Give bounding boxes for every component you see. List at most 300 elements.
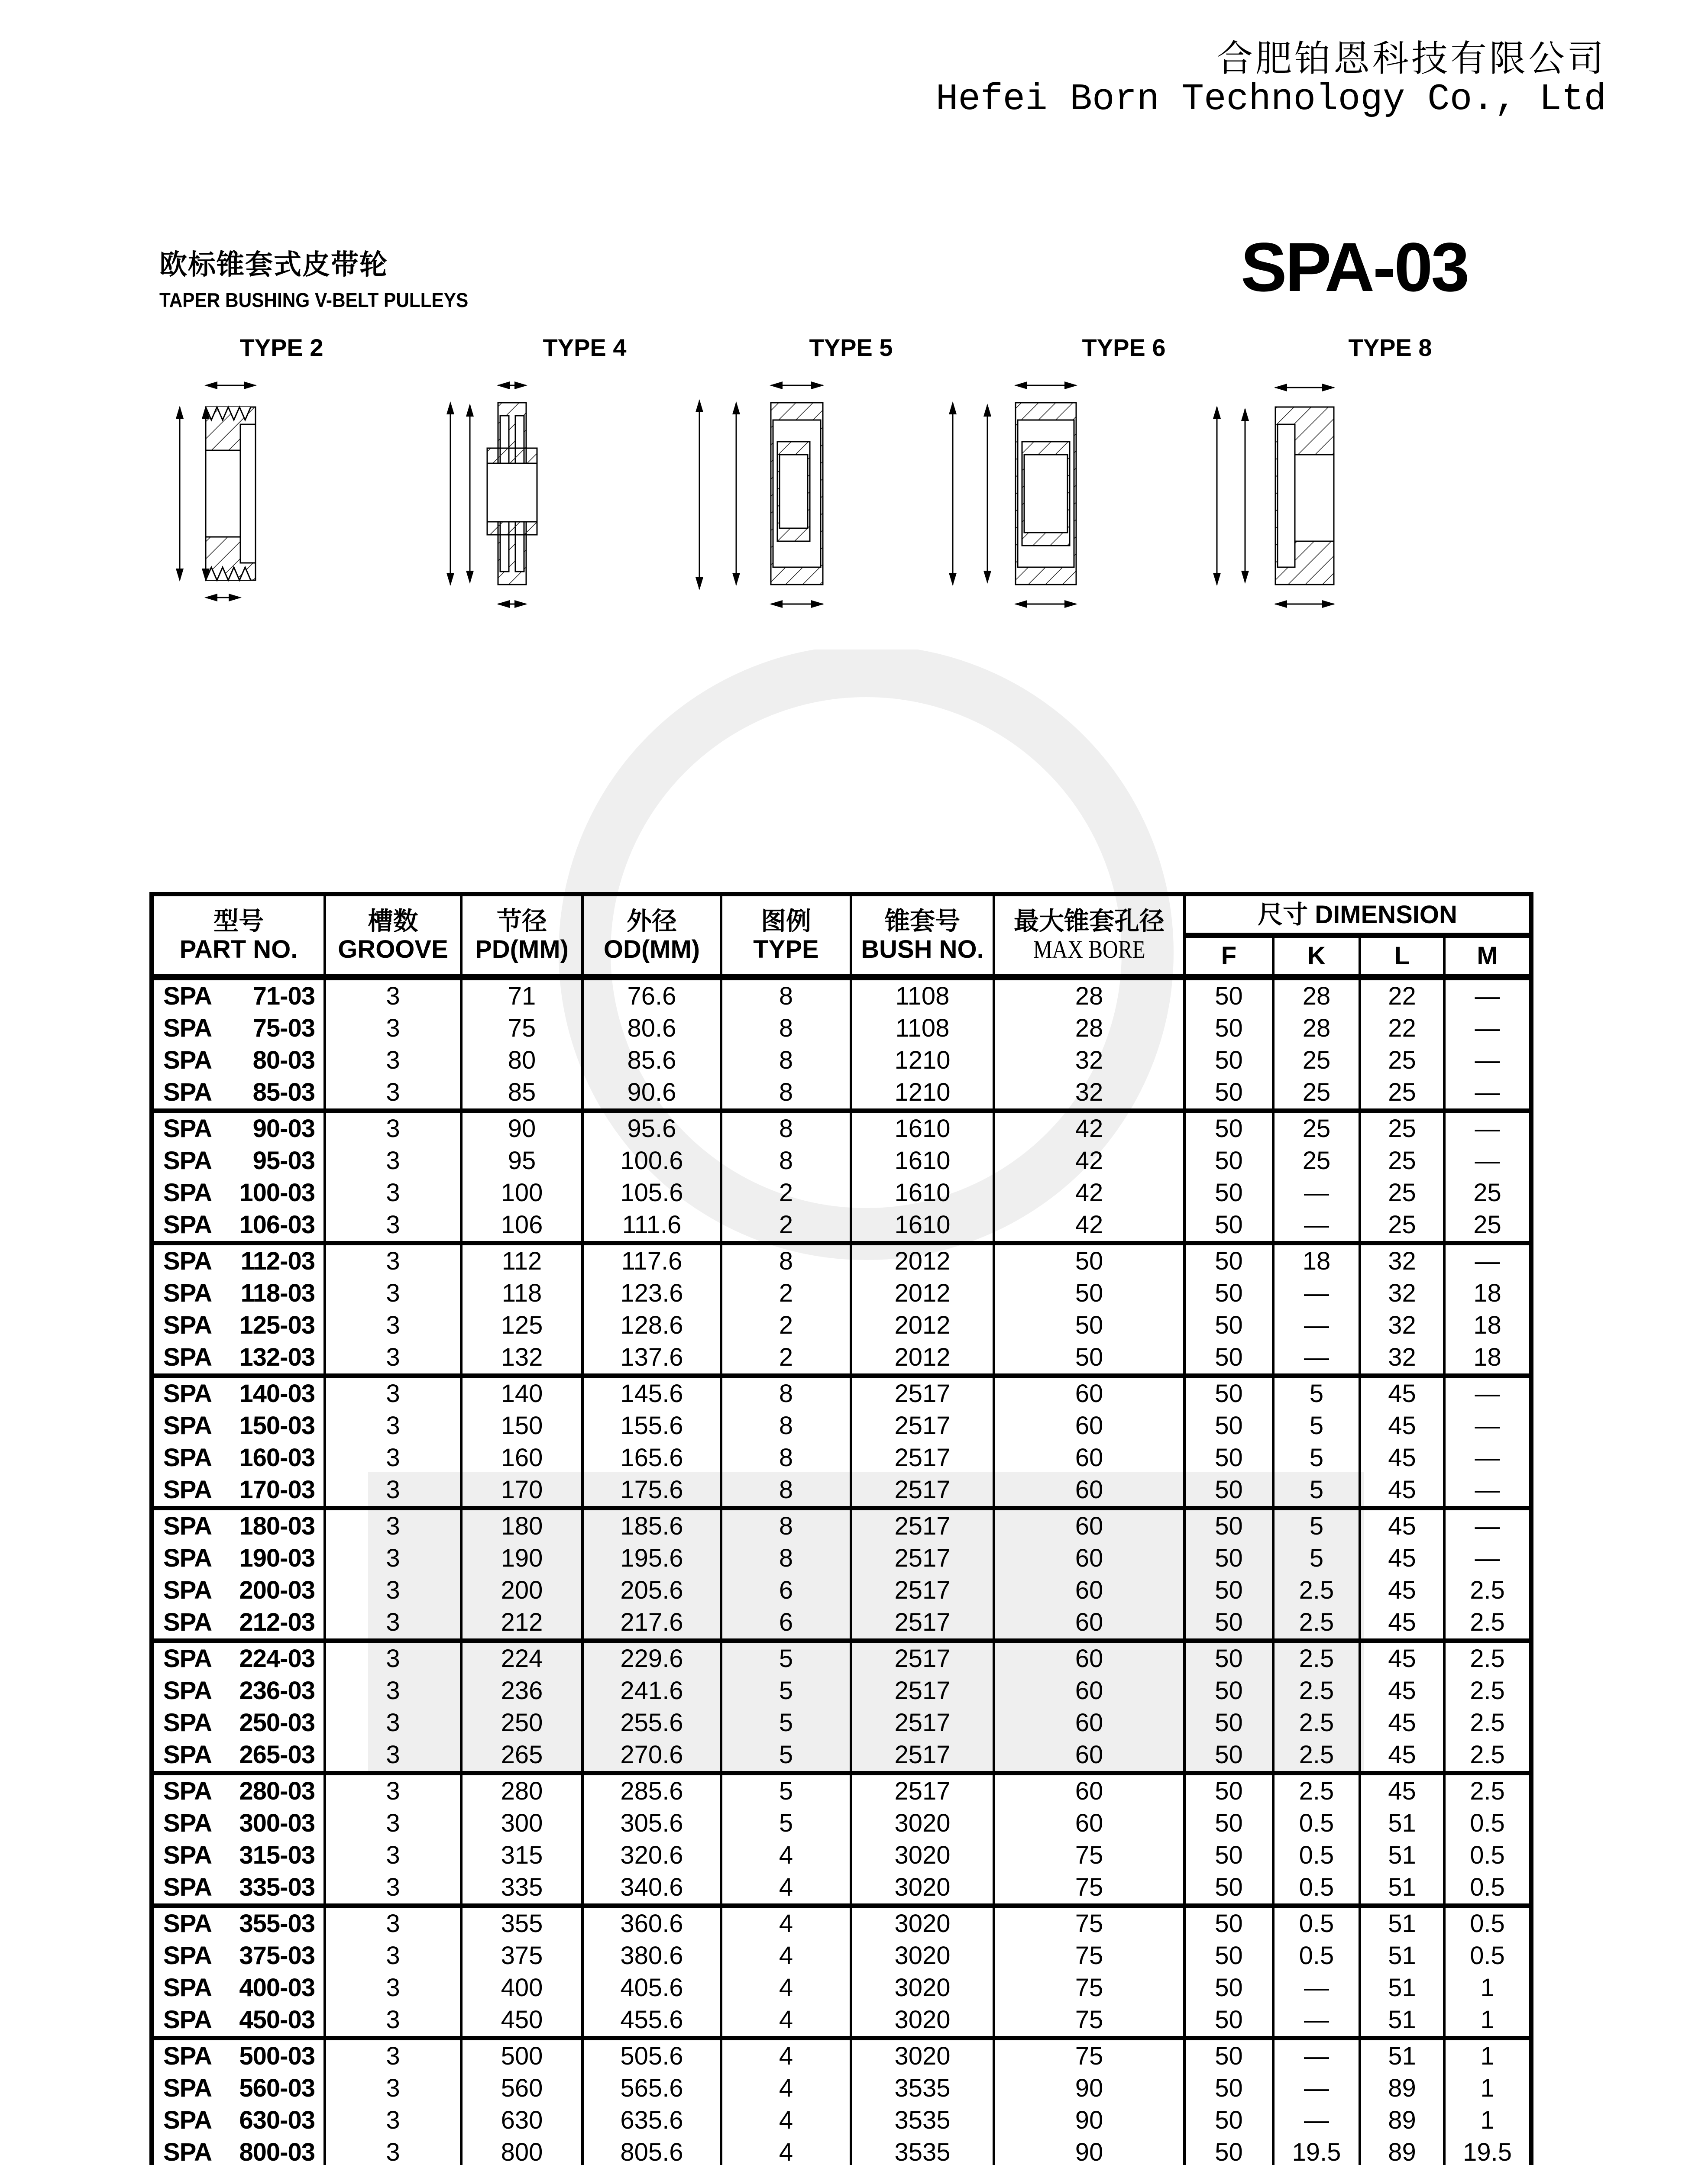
cell-bore: 60 (994, 1410, 1184, 1442)
cell-groove: 3 (325, 2136, 461, 2165)
cell-k: 2.5 (1273, 1707, 1360, 1739)
table-row (152, 1474, 1531, 1508)
cell-part-no (152, 1341, 325, 1376)
cell-pd: 132 (461, 1341, 582, 1376)
cell-part-no (152, 2004, 325, 2038)
cell-bush: 2517 (851, 1739, 994, 1773)
header-dimension: 尺寸 DIMENSION (1184, 894, 1531, 935)
cell-bore: 60 (994, 1542, 1184, 1574)
header-f: F (1184, 935, 1273, 977)
cell-pd: 140 (461, 1376, 582, 1410)
cell-groove: 3 (325, 1410, 461, 1442)
cell-l: 45 (1360, 1508, 1444, 1542)
cell-type: 5 (721, 1773, 851, 1807)
cell-bore: 60 (994, 1675, 1184, 1707)
cell-bush: 3020 (851, 1972, 994, 2004)
table-row (152, 2136, 1531, 2165)
part-prefix: SPA (163, 2138, 212, 2165)
table-row (152, 1906, 1531, 1940)
cell-pd: 212 (461, 1606, 582, 1641)
header-pd: 节径 PD(MM) (461, 894, 582, 977)
cell-type: 4 (721, 1906, 851, 1940)
cell-groove: 3 (325, 1707, 461, 1739)
cell-part-no (152, 1641, 325, 1675)
cell-type: 8 (721, 1542, 851, 1574)
cell-type: 8 (721, 1474, 851, 1508)
cell-type: 5 (721, 1807, 851, 1839)
cell-l: 45 (1360, 1376, 1444, 1410)
cell-bore: 42 (994, 1111, 1184, 1145)
cell-od: 95.6 (582, 1111, 721, 1145)
cell-k: 2.5 (1273, 1606, 1360, 1641)
cell-f: 50 (1184, 1012, 1273, 1044)
cell-groove: 3 (325, 1940, 461, 1972)
cell-l: 51 (1360, 1940, 1444, 1972)
cell-bush: 3020 (851, 2004, 994, 2038)
cell-pd: 400 (461, 1972, 582, 2004)
cell-od: 185.6 (582, 1508, 721, 1542)
cell-l: 45 (1360, 1641, 1444, 1675)
cell-bush: 2012 (851, 1243, 994, 1277)
cell-part-no (152, 2072, 325, 2104)
cell-pd: 80 (461, 1044, 582, 1076)
part-number: 180-03 (239, 1512, 315, 1540)
cell-groove: 3 (325, 1243, 461, 1277)
part-prefix: SPA (163, 1046, 212, 1074)
cell-f: 50 (1184, 1773, 1273, 1807)
cell-bush: 2517 (851, 1410, 994, 1442)
cell-k: — (1273, 2072, 1360, 2104)
cell-l: 45 (1360, 1410, 1444, 1442)
cell-pd: 95 (461, 1145, 582, 1177)
type-label-2: TYPE 2 (239, 334, 323, 361)
cell-od: 305.6 (582, 1807, 721, 1839)
cell-type: 6 (721, 1574, 851, 1606)
cell-bore: 75 (994, 1906, 1184, 1940)
cell-groove: 3 (325, 2104, 461, 2136)
cell-l: 45 (1360, 1474, 1444, 1508)
cell-l: 45 (1360, 1542, 1444, 1574)
cell-od: 195.6 (582, 1542, 721, 1574)
cell-m: — (1444, 977, 1531, 1012)
cell-f: 50 (1184, 1277, 1273, 1309)
cell-k: 25 (1273, 1076, 1360, 1111)
cell-part-no (152, 1972, 325, 2004)
part-number: 140-03 (239, 1380, 315, 1408)
cell-bush: 3020 (851, 2038, 994, 2072)
header-k: K (1273, 935, 1360, 977)
part-number: 375-03 (239, 1942, 315, 1970)
cell-part-no (152, 1076, 325, 1111)
table-row (152, 1376, 1531, 1410)
cell-od: 285.6 (582, 1773, 721, 1807)
table-row (152, 1871, 1531, 1906)
cell-bush: 2012 (851, 1341, 994, 1376)
type-2-drawing (180, 385, 256, 598)
cell-f: 50 (1184, 1076, 1273, 1111)
cell-type: 8 (721, 1243, 851, 1277)
cell-type: 8 (721, 1012, 851, 1044)
part-number: 75-03 (252, 1014, 315, 1042)
cell-od: 255.6 (582, 1707, 721, 1739)
cell-f: 50 (1184, 2104, 1273, 2136)
cell-m: 2.5 (1444, 1606, 1531, 1641)
cell-od: 80.6 (582, 1012, 721, 1044)
cell-pd: 190 (461, 1542, 582, 1574)
cell-groove: 3 (325, 1641, 461, 1675)
cell-groove: 3 (325, 1508, 461, 1542)
part-number: 150-03 (239, 1412, 315, 1440)
cell-part-no (152, 1376, 325, 1410)
cell-od: 217.6 (582, 1606, 721, 1641)
cell-od: 117.6 (582, 1243, 721, 1277)
cell-l: 45 (1360, 1574, 1444, 1606)
cell-k: 0.5 (1273, 1906, 1360, 1940)
cell-bush: 2517 (851, 1773, 994, 1807)
cell-pd: 200 (461, 1574, 582, 1606)
series-code: SPA-03 (1241, 228, 1468, 306)
cell-od: 90.6 (582, 1076, 721, 1111)
part-prefix: SPA (163, 1608, 212, 1636)
table-row (152, 2004, 1531, 2038)
cell-part-no (152, 1410, 325, 1442)
cell-l: 22 (1360, 1012, 1444, 1044)
cell-od: 455.6 (582, 2004, 721, 2038)
cell-type: 8 (721, 1508, 851, 1542)
cell-type: 2 (721, 1341, 851, 1376)
cell-part-no (152, 2104, 325, 2136)
cell-groove: 3 (325, 1442, 461, 1474)
cell-f: 50 (1184, 1474, 1273, 1508)
cell-type: 8 (721, 1410, 851, 1442)
cell-type: 8 (721, 1111, 851, 1145)
part-number: 800-03 (239, 2138, 315, 2165)
part-prefix: SPA (163, 1380, 212, 1408)
part-number: 170-03 (239, 1476, 315, 1504)
header-m: M (1444, 935, 1531, 977)
part-number: 224-03 (239, 1645, 315, 1673)
cell-k: 2.5 (1273, 1675, 1360, 1707)
cell-l: 25 (1360, 1145, 1444, 1177)
cell-m: 2.5 (1444, 1641, 1531, 1675)
cell-od: 76.6 (582, 977, 721, 1012)
cell-bush: 2517 (851, 1542, 994, 1574)
cell-pd: 236 (461, 1675, 582, 1707)
cell-groove: 3 (325, 1012, 461, 1044)
cell-type: 8 (721, 1076, 851, 1111)
cell-pd: 224 (461, 1641, 582, 1675)
cell-k: 2.5 (1273, 1641, 1360, 1675)
cell-od: 85.6 (582, 1044, 721, 1076)
cell-bush: 3020 (851, 1906, 994, 1940)
cell-l: 51 (1360, 1972, 1444, 2004)
part-prefix: SPA (163, 1078, 212, 1106)
table-row (152, 1508, 1531, 1542)
table-row (152, 1972, 1531, 2004)
header-od: 外径 OD(MM) (582, 894, 721, 977)
cell-bush: 2517 (851, 1376, 994, 1410)
part-prefix: SPA (163, 1476, 212, 1504)
part-number: 125-03 (239, 1311, 315, 1339)
part-number: 112-03 (240, 1247, 315, 1275)
cell-m: — (1444, 1376, 1531, 1410)
cell-k: 18 (1273, 1243, 1360, 1277)
cell-od: 241.6 (582, 1675, 721, 1707)
cell-type: 4 (721, 2136, 851, 2165)
cell-f: 50 (1184, 1542, 1273, 1574)
cell-part-no (152, 1606, 325, 1641)
table-row (152, 2104, 1531, 2136)
cell-pd: 75 (461, 1012, 582, 1044)
cell-pd: 250 (461, 1707, 582, 1739)
cell-groove: 3 (325, 1542, 461, 1574)
table-row (152, 1807, 1531, 1839)
cell-pd: 335 (461, 1871, 582, 1906)
cell-f: 50 (1184, 1177, 1273, 1209)
cell-od: 175.6 (582, 1474, 721, 1508)
cell-m: 1 (1444, 2072, 1531, 2104)
cell-pd: 71 (461, 977, 582, 1012)
cell-type: 4 (721, 1972, 851, 2004)
cell-groove: 3 (325, 1739, 461, 1773)
cell-bore: 75 (994, 1871, 1184, 1906)
cell-l: 51 (1360, 1871, 1444, 1906)
cell-m: 0.5 (1444, 1807, 1531, 1839)
cell-k: 25 (1273, 1044, 1360, 1076)
cell-type: 4 (721, 1871, 851, 1906)
table-row (152, 977, 1531, 1012)
cell-bore: 42 (994, 1177, 1184, 1209)
cell-type: 2 (721, 1277, 851, 1309)
cell-od: 155.6 (582, 1410, 721, 1442)
cell-bore: 75 (994, 1972, 1184, 2004)
cell-k: — (1273, 1209, 1360, 1243)
page-title-en: TAPER BUSHING V-BELT PULLEYS (159, 289, 469, 311)
cell-bush: 2517 (851, 1474, 994, 1508)
cell-l: 89 (1360, 2136, 1444, 2165)
cell-part-no (152, 977, 325, 1012)
cell-bush: 2517 (851, 1675, 994, 1707)
cell-m: — (1444, 1145, 1531, 1177)
part-prefix: SPA (163, 1512, 212, 1540)
cell-k: — (1273, 1972, 1360, 2004)
cell-bore: 32 (994, 1044, 1184, 1076)
type-label-6: TYPE 6 (1082, 334, 1166, 361)
cell-bore: 60 (994, 1442, 1184, 1474)
cell-f: 50 (1184, 1410, 1273, 1442)
cell-pd: 800 (461, 2136, 582, 2165)
cell-groove: 3 (325, 1145, 461, 1177)
cell-bore: 60 (994, 1707, 1184, 1739)
cell-bush: 3020 (851, 1871, 994, 1906)
cell-od: 320.6 (582, 1839, 721, 1871)
cell-m: 18 (1444, 1341, 1531, 1376)
cell-l: 32 (1360, 1277, 1444, 1309)
cell-pd: 100 (461, 1177, 582, 1209)
cell-pd: 280 (461, 1773, 582, 1807)
cell-m: 2.5 (1444, 1675, 1531, 1707)
cell-bore: 75 (994, 2004, 1184, 2038)
part-prefix: SPA (163, 1211, 212, 1239)
cell-od: 165.6 (582, 1442, 721, 1474)
cell-bush: 3020 (851, 1839, 994, 1871)
cell-l: 25 (1360, 1177, 1444, 1209)
part-prefix: SPA (163, 2106, 212, 2134)
cell-groove: 3 (325, 1839, 461, 1871)
table-row (152, 1442, 1531, 1474)
part-number: 315-03 (239, 1841, 315, 1869)
cell-f: 50 (1184, 977, 1273, 1012)
cell-groove: 3 (325, 1871, 461, 1906)
cell-k: 5 (1273, 1442, 1360, 1474)
cell-groove: 3 (325, 2072, 461, 2104)
cell-groove: 3 (325, 1474, 461, 1508)
cell-type: 2 (721, 1309, 851, 1341)
cell-f: 50 (1184, 1341, 1273, 1376)
cell-m: 1 (1444, 2038, 1531, 2072)
cell-m: 2.5 (1444, 1773, 1531, 1807)
part-prefix: SPA (163, 1974, 212, 2002)
table-row (152, 1839, 1531, 1871)
cell-f: 50 (1184, 1707, 1273, 1739)
cell-part-no (152, 1542, 325, 1574)
part-number: 280-03 (239, 1777, 315, 1805)
part-prefix: SPA (163, 1444, 212, 1472)
cell-k: 0.5 (1273, 1871, 1360, 1906)
cell-od: 229.6 (582, 1641, 721, 1675)
part-prefix: SPA (163, 1942, 212, 1970)
part-prefix: SPA (163, 1777, 212, 1805)
table-row (152, 1309, 1531, 1341)
table-row (152, 1542, 1531, 1574)
cell-f: 50 (1184, 1309, 1273, 1341)
cell-type: 8 (721, 977, 851, 1012)
cell-k: 5 (1273, 1376, 1360, 1410)
part-number: 90-03 (252, 1115, 315, 1143)
cell-bush: 2517 (851, 1508, 994, 1542)
cell-k: 28 (1273, 977, 1360, 1012)
cell-bore: 75 (994, 1839, 1184, 1871)
cell-l: 89 (1360, 2104, 1444, 2136)
part-number: 630-03 (239, 2106, 315, 2134)
type-label-4: TYPE 4 (543, 334, 627, 361)
spec-table-body (152, 977, 1531, 2165)
cell-bush: 2517 (851, 1641, 994, 1675)
cell-bush: 3535 (851, 2072, 994, 2104)
cell-k: — (1273, 1277, 1360, 1309)
cell-l: 32 (1360, 1243, 1444, 1277)
cell-f: 50 (1184, 2072, 1273, 2104)
cell-bush: 1210 (851, 1044, 994, 1076)
cell-type: 6 (721, 1606, 851, 1641)
cell-type: 8 (721, 1044, 851, 1076)
table-row (152, 1707, 1531, 1739)
cell-od: 145.6 (582, 1376, 721, 1410)
cell-f: 50 (1184, 1044, 1273, 1076)
cell-bore: 42 (994, 1209, 1184, 1243)
cell-m: 0.5 (1444, 1940, 1531, 1972)
pulley-drawings (165, 377, 1550, 836)
cell-m: 2.5 (1444, 1739, 1531, 1773)
cell-pd: 375 (461, 1940, 582, 1972)
type-6-drawing (953, 385, 1076, 604)
cell-f: 50 (1184, 1243, 1273, 1277)
cell-f: 50 (1184, 1606, 1273, 1641)
cell-f: 50 (1184, 2136, 1273, 2165)
part-prefix: SPA (163, 1677, 212, 1705)
cell-bush: 1210 (851, 1076, 994, 1111)
cell-type: 4 (721, 1940, 851, 1972)
part-prefix: SPA (163, 1279, 212, 1307)
cell-groove: 3 (325, 1044, 461, 1076)
cell-k: 25 (1273, 1145, 1360, 1177)
cell-groove: 3 (325, 2004, 461, 2038)
cell-part-no (152, 1243, 325, 1277)
cell-type: 5 (721, 1641, 851, 1675)
cell-pd: 160 (461, 1442, 582, 1474)
cell-l: 45 (1360, 1773, 1444, 1807)
cell-m: — (1444, 1076, 1531, 1111)
cell-m: — (1444, 1012, 1531, 1044)
cell-bush: 1108 (851, 1012, 994, 1044)
header-part-no: 型号 PART NO. (152, 894, 325, 977)
cell-bush: 1108 (851, 977, 994, 1012)
cell-part-no (152, 1145, 325, 1177)
cell-bore: 60 (994, 1376, 1184, 1410)
cell-groove: 3 (325, 1111, 461, 1145)
cell-type: 8 (721, 1376, 851, 1410)
cell-od: 505.6 (582, 2038, 721, 2072)
table-row (152, 1739, 1531, 1773)
part-number: 71-03 (252, 982, 315, 1010)
cell-m: 18 (1444, 1277, 1531, 1309)
part-number: 106-03 (239, 1211, 315, 1239)
part-prefix: SPA (163, 2074, 212, 2102)
cell-f: 50 (1184, 1807, 1273, 1839)
cell-bush: 3535 (851, 2136, 994, 2165)
cell-m: — (1444, 1508, 1531, 1542)
table-row (152, 1243, 1531, 1277)
cell-part-no (152, 1309, 325, 1341)
cell-f: 50 (1184, 1972, 1273, 2004)
cell-f: 50 (1184, 1839, 1273, 1871)
cell-bore: 60 (994, 1641, 1184, 1675)
part-number: 160-03 (239, 1444, 315, 1472)
part-prefix: SPA (163, 1576, 212, 1604)
cell-od: 635.6 (582, 2104, 721, 2136)
table-row (152, 1341, 1531, 1376)
part-number: 300-03 (239, 1809, 315, 1837)
cell-f: 50 (1184, 1376, 1273, 1410)
cell-k: 5 (1273, 1410, 1360, 1442)
cell-m: 0.5 (1444, 1839, 1531, 1871)
cell-k: 5 (1273, 1508, 1360, 1542)
cell-groove: 3 (325, 977, 461, 1012)
part-prefix: SPA (163, 2006, 212, 2034)
cell-m: 25 (1444, 1177, 1531, 1209)
cell-bush: 2517 (851, 1606, 994, 1641)
table-row (152, 1177, 1531, 1209)
cell-part-no (152, 1277, 325, 1309)
cell-k: 2.5 (1273, 1773, 1360, 1807)
cell-pd: 265 (461, 1739, 582, 1773)
table-row (152, 1675, 1531, 1707)
cell-groove: 3 (325, 1773, 461, 1807)
cell-l: 32 (1360, 1341, 1444, 1376)
cell-pd: 560 (461, 2072, 582, 2104)
table-row (152, 1773, 1531, 1807)
part-prefix: SPA (163, 1741, 212, 1769)
